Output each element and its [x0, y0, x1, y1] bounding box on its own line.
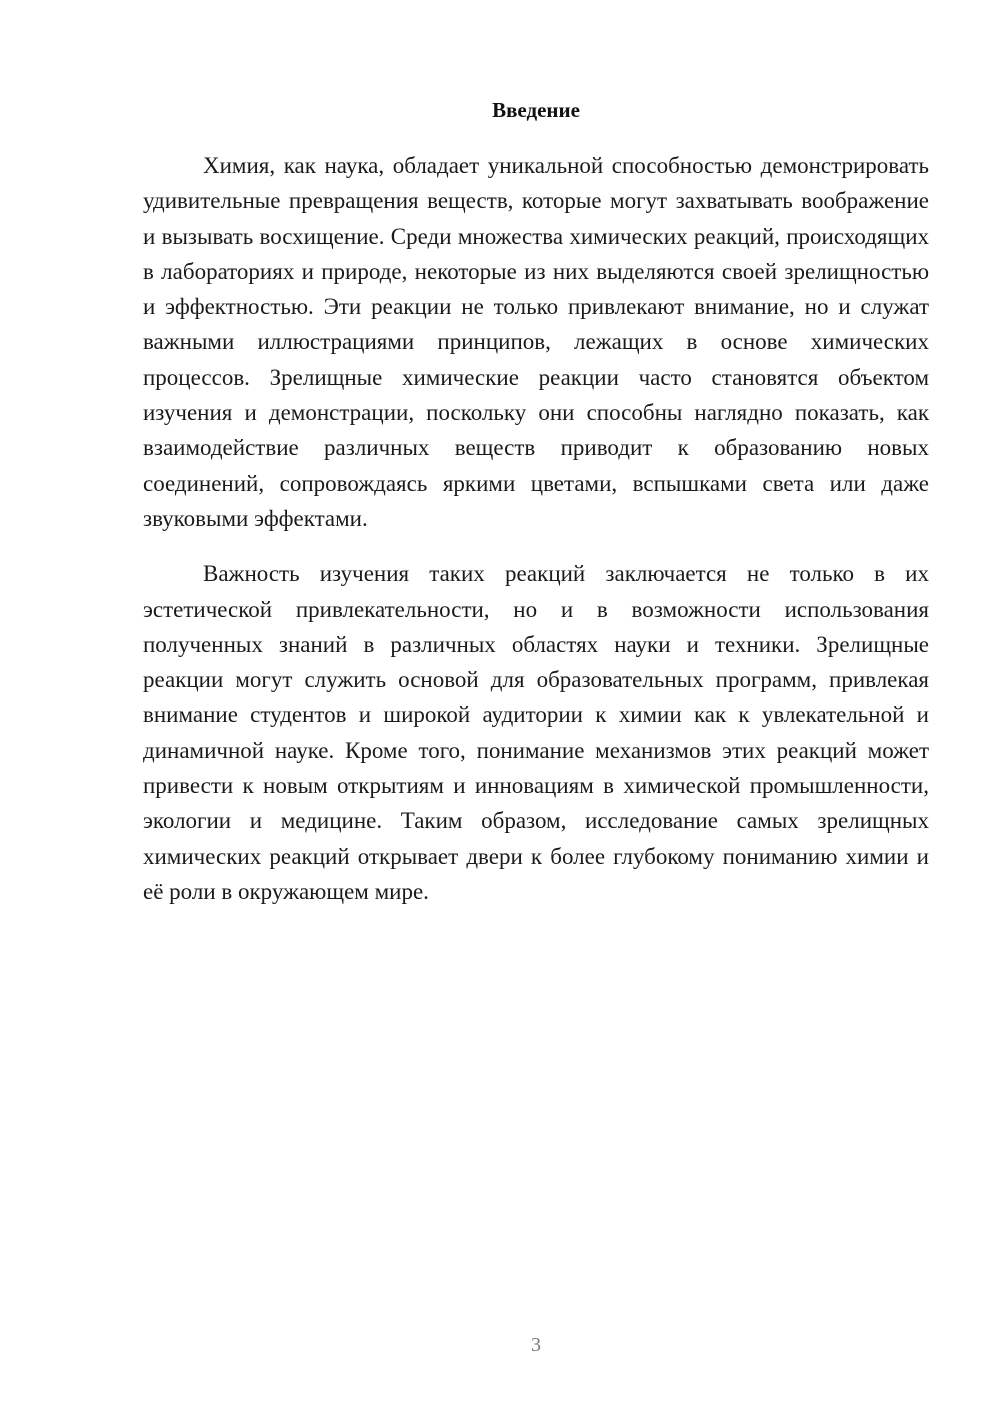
- page-number: 3: [531, 1334, 541, 1356]
- section-title: Введение: [492, 98, 580, 122]
- page-content: [143, 92, 929, 909]
- paragraph-intro: Химия, как наука, обладает уникальной способностью демонстрировать удивительные превращения веществ, которые могут захватывать воображение и вызывать восхищение. Среди множества химических реакций, происходящих в лабораториях и природе, некоторые из них выделяются своей зрелищностью и эффектностью. Эти реакции не только привлекают внимание, но и служат важными иллюстрациями принципов, лежащих в основе химических процессов. Зрелищные химические реакции часто становятся объектом изучения и демонстрации, поскольку они способны наглядно показать, как взаимодействие различных веществ приводит к образованию новых соединений, сопровождаясь яркими цветами, вспышками света или даже звуковыми эффектами.: [143, 153, 929, 531]
- paragraph-importance: Важность изучения таких реакций заключается не только в их эстетической привлекательности, но и в возможности использования полученных знаний в различных областях науки и техники. Зрелищные реакции могут служить основой для образовательных программ, привлекая внимание студентов и широкой аудитории к химии как к увлекательной и динамичной науке. Кроме того, понимание механизмов этих реакций может привести к новым открытиям и инновациям в химической промышленности, экологии и медицине. Таким образом, исследование самых зрелищных химических реакций открывает двери к более глубокому пониманию химии и её роли в окружающем мире.: [143, 561, 929, 904]
